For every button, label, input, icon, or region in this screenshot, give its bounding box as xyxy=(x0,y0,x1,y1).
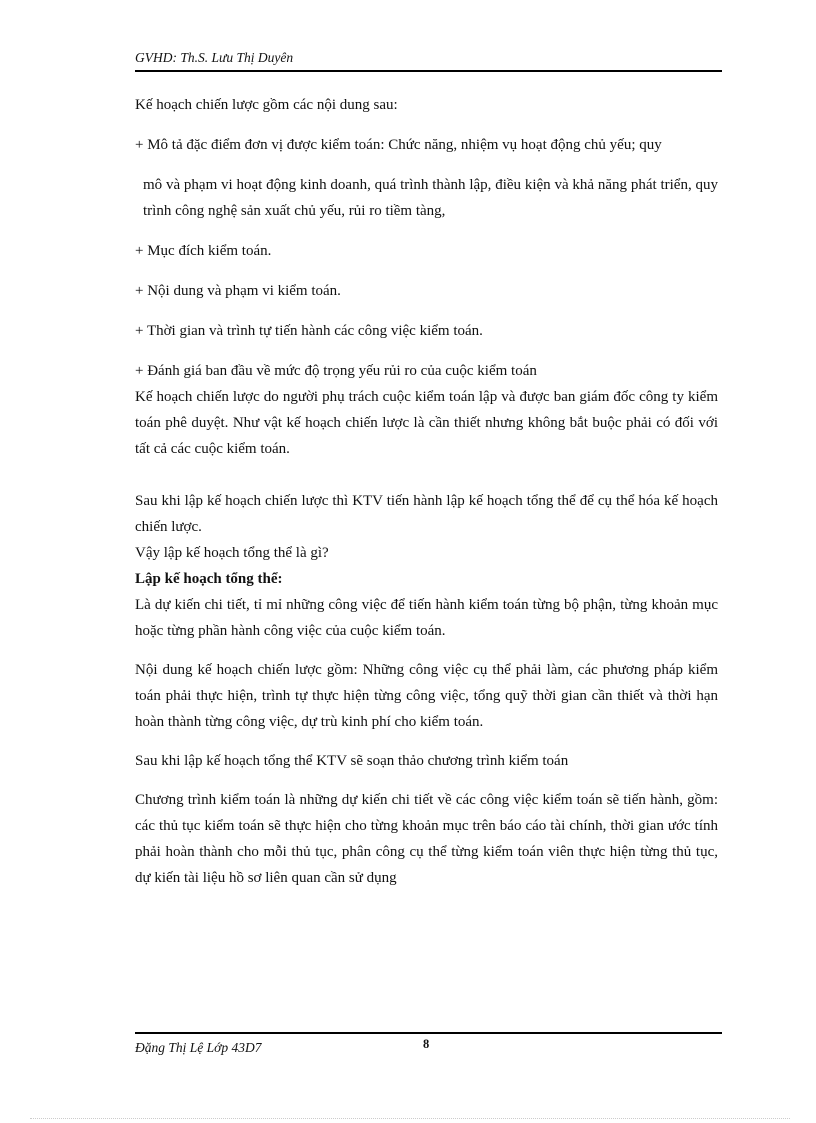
page-footer xyxy=(135,1032,722,1055)
paragraph-intro: Kế hoạch chiến lược gồm các nội dung sau: xyxy=(135,97,398,113)
paragraph-definition: Là dự kiến chi tiết, tỉ mỉ những công việc để tiến hành kiểm toán từng bộ phận, từng khoản mục hoặc từng phần hành công việc của cuộc kiểm toán. xyxy=(135,597,718,639)
list-item-scope: + Nội dung và phạm vi kiểm toán. xyxy=(135,283,341,299)
list-item-timeline: + Thời gian và trình tự tiến hành các công việc kiểm toán. xyxy=(135,323,483,339)
page-bottom-divider xyxy=(30,1118,790,1119)
list-item-materiality: + Đánh giá ban đầu về mức độ trọng yếu rủi ro của cuộc kiểm toán xyxy=(135,363,537,379)
document-body xyxy=(135,92,718,891)
paragraph-audit-program: Chương trình kiểm toán là những dự kiến chi tiết về các công việc kiểm toán sẽ tiến hành, gồm: các thủ tục kiểm toán sẽ thực hiện cho từng khoản mục trên báo cáo tài chính, thời gian ước tính phải hoàn thành cho mỗi thủ tục, phân công cụ thể từng kiểm toán viên thực hiện từng thủ tục, dự kiến tài liệu hồ sơ liên quan cần sử dụng xyxy=(135,792,718,886)
paragraph-after-strategic: Sau khi lập kế hoạch chiến lược thì KTV tiến hành lập kế hoạch tổng thể để cụ thể hóa kế hoạch chiến lược. xyxy=(135,493,718,535)
paragraph-approval: Kế hoạch chiến lược do người phụ trách cuộc kiểm toán lập và được ban giám đốc công ty kiểm toán phê duyệt. Như vật kế hoạch chiến lược là cần thiết nhưng không bắt buộc phải có đối với tất cả các cuộc kiểm toán. xyxy=(135,389,718,457)
page-number: 8 xyxy=(423,1037,430,1051)
header-advisor: GVHD: Th.S. Lưu Thị Duyên xyxy=(135,50,294,65)
footer-author: Đặng Thị Lệ Lớp 43D7 xyxy=(135,1040,262,1055)
section-heading: Lập kế hoạch tổng thể: xyxy=(135,571,283,587)
list-item-purpose: + Mục đích kiểm toán. xyxy=(135,243,272,259)
question-line: Vậy lập kế hoạch tổng thể là gì? xyxy=(135,545,329,561)
list-item-description-continued: mô và phạm vi hoạt động kinh doanh, quá trình thành lập, điều kiện và khả năng phát triển, quy trình công nghệ sản xuất chủ yếu, rủi ro tiềm tàng, xyxy=(143,177,718,219)
paragraph-content: Nội dung kế hoạch chiến lược gồm: Những công việc cụ thể phải làm, các phương pháp kiểm toán phải thực hiện, trình tự thực hiện từng công việc, tổng quỹ thời gian cần thiết và thời hạn hoàn thành từng công việc, dự trù kinh phí cho kiểm toán. xyxy=(135,662,718,730)
list-item-description: + Mô tả đặc điểm đơn vị được kiểm toán: Chức năng, nhiệm vụ hoạt động chủ yếu; quy xyxy=(135,137,662,153)
paragraph-next-step: Sau khi lập kế hoạch tổng thể KTV sẽ soạn thảo chương trình kiểm toán xyxy=(135,753,569,769)
page-header xyxy=(135,48,722,72)
